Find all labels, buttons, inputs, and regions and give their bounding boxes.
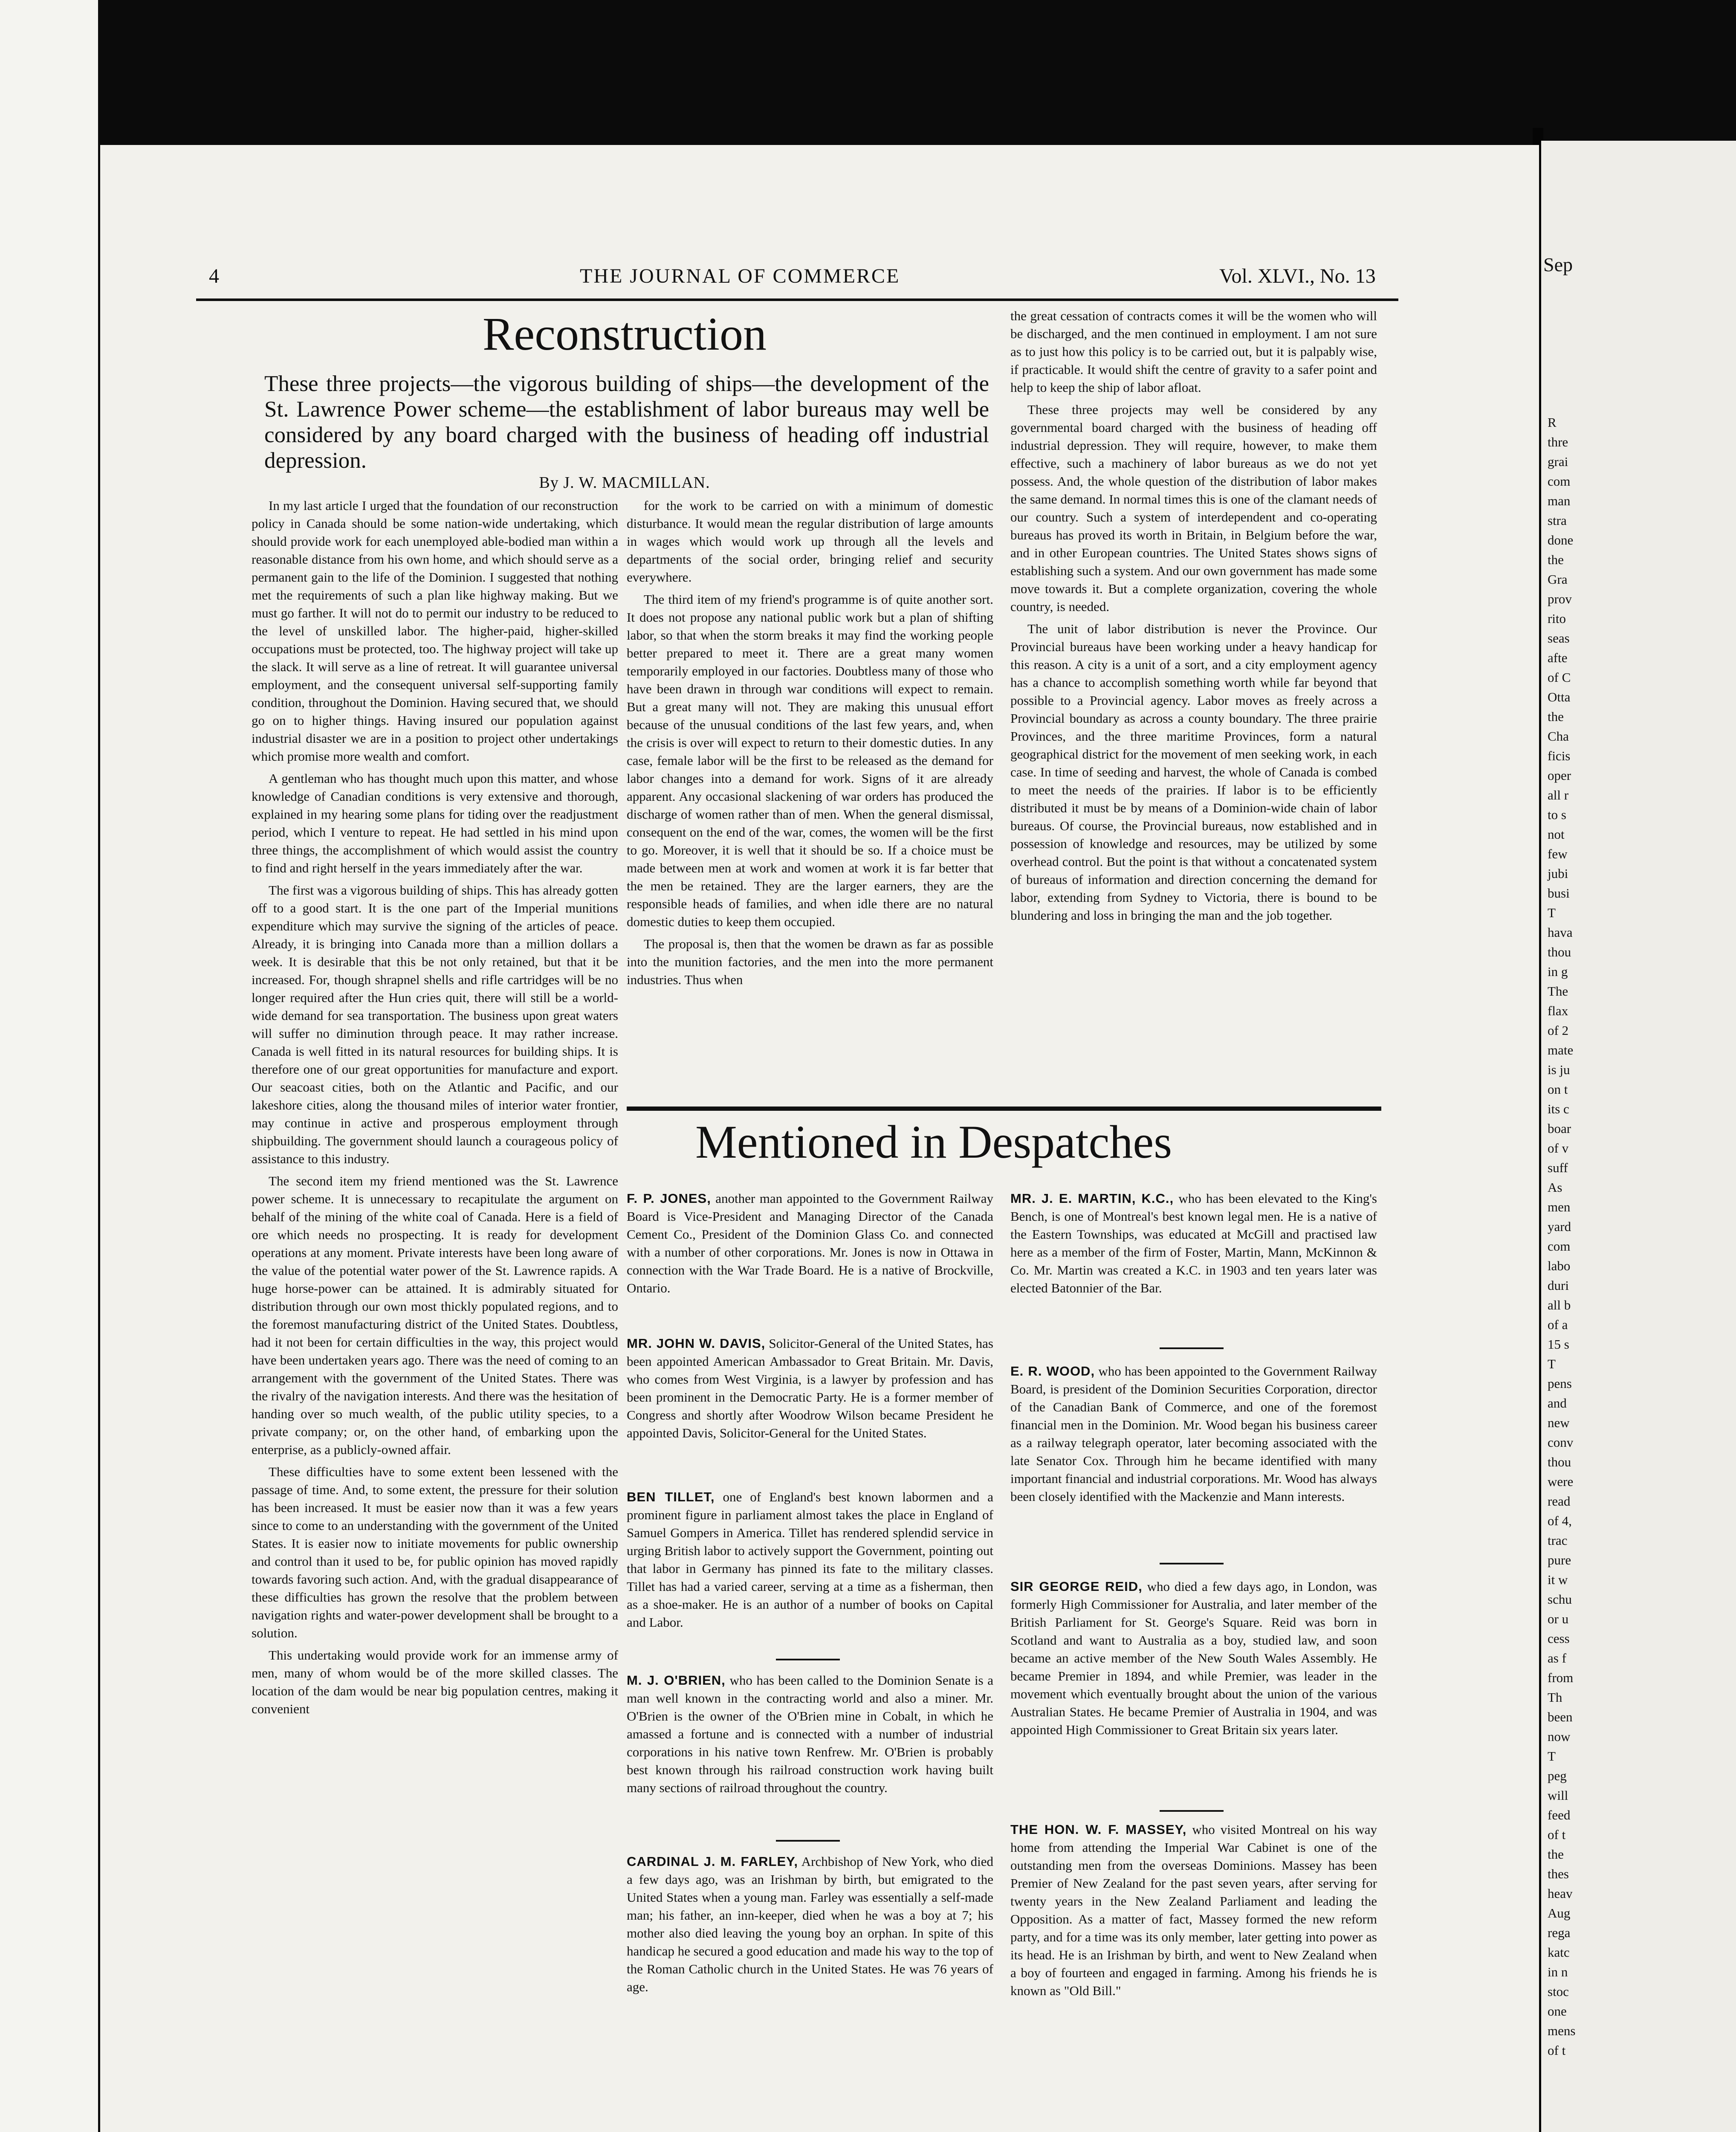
fragment-line: T: [1548, 1356, 1556, 1371]
fragment-line: all r: [1548, 788, 1569, 802]
despatch-item: [627, 1190, 993, 1297]
fragment-line: R: [1548, 415, 1557, 430]
person-name: CARDINAL J. M. FARLEY,: [627, 1854, 799, 1869]
paragraph: This undertaking would provide work for an immense army of men, many of whom would be of the more skilled classes. The location of the dam would be near big population centres, making it convenient: [252, 1648, 618, 1716]
article-title: Reconstruction: [483, 308, 767, 360]
fragment-line: busi: [1548, 886, 1570, 901]
fragment-line: Gra: [1548, 572, 1568, 587]
item-separator: [1160, 1347, 1224, 1349]
despatch-item: [627, 1853, 993, 1996]
item-text: Archbishop of New York, who died a few days ago, was an Irishman by birth, but emigrated to the United States when a young man. Farley was essentially a self-made man; his father, an inn-keeper, died when he was a boy at 7; his mother also died leaving the young boy an orphan. In spite of this handicap he secured a good education and made his way to the top of the Roman Catholic church in the United States. He was 76 years of age.: [627, 1854, 993, 1994]
fragment-line: T: [1548, 1749, 1556, 1764]
paragraph: The first was a vigorous building of ships. This has already gotten off to a good start. It is the one part of the Imperial munitions expenditure which may survive the signing of the articles of peace. Already, it is bringing into Canada more than a million dollars a week. It is desirable that this be not only retained, but that it be increased. For, though shrapnel shells and rifle cartridges will be no longer required after the Hun cries quit, there will still be a world-wide demand for sea transportation. The business upon great waters will suffer no diminution through peace. It may rather increase. Canada is well fitted in its natural resources for building ships. It is therefore one of our great opportunities for manufacture and export. Our seacoast cities, both on the Atlantic and Pacific, and our lakeshore cities, along the thousand miles of interior water frontier, may continue in active and prosperous employment through shipbuilding. The government should launch a courageous policy of assistance to this industry.: [252, 883, 618, 1166]
person-name: E. R. WOOD,: [1010, 1364, 1095, 1379]
fragment-line: feed: [1548, 1808, 1571, 1822]
fragment-line: seas: [1548, 631, 1570, 646]
fragment-line: few: [1548, 846, 1568, 861]
paragraph: The third item of my friend's programme is of quite another sort. It does not propose any national public work but a plan of shifting labor, so that when the storm breaks it may find the working people better prepared to meet it. There are a great many women temporarily employed in our factories. Doubtless many of those who have been drawn in through war conditions will expect to remain. But a great many will not. They are making this unusual effort because of the unusual conditions of the last few years, and, when the crisis is over will expect to return to their domestic duties. In any case, female labor will be the first to be released as the demand for labor changes into a demand for work. Signs of it are already apparent. Any occasional slackening of war orders has produced the discharge of women rather than of men. When the general dismissal, consequent on the end of the war, comes, the women will be the first to go. Moreover, it is well that it should be so. If a choice must be made between men at work and women at work it is far better that the men be retained. They are the larger earners, they are the responsible heads of families, and when idle there are no natural domestic duties to keep them occupied.: [627, 592, 993, 929]
section-title: Mentioned in Despatches: [695, 1116, 1172, 1168]
fragment-line: thou: [1548, 944, 1571, 959]
fragment-line: one: [1548, 2004, 1567, 2019]
fragment-line: were: [1548, 1474, 1574, 1489]
fragment-line: Th: [1548, 1690, 1562, 1705]
paragraph: These three projects may well be considered by any governmental board charged with the business of heading off industrial depression. They will require, however, to make them effective, such a machinery of labor bureaus as we do not yet possess. And, the whole question of the distribution of labor makes the same demand. In normal times this is one of the clamant needs of our country. Such a system of interdependent and co-operating bureaus has proved its worth in Britain, in Belgium before the war, and in other European countries. The United States shows signs of establishing such a system. And our own government has made some move towards it. But a complete organization, covering the whole country, is needed.: [1010, 402, 1377, 614]
person-name: THE HON. W. F. MASSEY,: [1010, 1822, 1187, 1837]
paragraph: for the work to be carried on with a minimum of domestic disturbance. It would mean the regular distribution of large amounts in wages which would work up through all the levels and departments of the social order, bringing relief and security everywhere.: [627, 498, 993, 585]
fragment-line: the: [1548, 709, 1564, 724]
fragment-line: ficis: [1548, 748, 1571, 763]
fragment-line: and: [1548, 1396, 1567, 1411]
fragment-line: mate: [1548, 1043, 1574, 1057]
fragment-line: jubi: [1548, 866, 1568, 881]
item-text: who has been elevated to the King's Bench, is one of Montreal's best known legal men. He is a native of the Eastern Townships, was educated at McGill and practised law here as a member of the firm of Foster, Martin, Mann, McKinnon & Co. Mr. Martin was created a K.C. in 1903 and ten years later was elected Batonnier of the Bar.: [1010, 1191, 1377, 1295]
fragment-line: all b: [1548, 1298, 1571, 1312]
person-name: MR. JOHN W. DAVIS,: [627, 1336, 766, 1351]
fragment-line: thre: [1548, 435, 1568, 449]
fragment-line: stoc: [1548, 1984, 1569, 1999]
item-text: who visited Montreal on his way home from attending the Imperial War Cabinet is one of the outstanding men from the overseas Dominions. Massey has been Premier of New Zealand for the past seven years, after serving for twenty years in the New Zealand Parliament and leading the Opposition. As a matter of fact, Massey formed the new reform party, and for a time was its only member, later getting into power as its head. He is an Irishman by birth, and went to New Zealand when a boy of fourteen and engaged in farming. Among his friends he is known as "Old Bill.": [1010, 1822, 1377, 1998]
page-number: 4: [209, 265, 219, 287]
fragment-line: of t: [1548, 1827, 1566, 1842]
fragment-line: men: [1548, 1199, 1571, 1214]
person-name: MR. J. E. MARTIN, K.C.,: [1010, 1191, 1174, 1206]
fragment-line: to s: [1548, 807, 1566, 822]
fragment-line: com: [1548, 474, 1571, 489]
journal-title: THE JOURNAL OF COMMERCE: [580, 265, 900, 287]
item-text: one of England's best known labormen and a prominent figure in parliament almost takes the place in England of Samuel Gompers in America. Tillet has rendered splendid service in urging British labor to actively support the Government, pointing out that labor in Germany has pinned its fate to the military classes. Tillet has had a varied career, serving at a time as a fisherman, then as a shoe-maker. He is an author of a number of books on Capital and Labor.: [627, 1489, 994, 1630]
fragment-line: from: [1548, 1670, 1574, 1685]
fragment-line: pens: [1548, 1376, 1572, 1391]
item-text: another man appointed to the Government Railway Board is Vice-President and Managing Director of the Canada Cement Co., President of the Dominion Glass Co. and connected with a number of other corporations. Mr. Jones is now in Ottawa in connection with the War Trade Board. He is a native of Brockville, Ontario.: [627, 1191, 994, 1295]
fragment-line: Aug: [1548, 1906, 1571, 1921]
fragment-line: is ju: [1548, 1062, 1570, 1077]
fragment-line: Otta: [1548, 689, 1571, 704]
fragment-line: thou: [1548, 1454, 1571, 1469]
fragment-line: of t: [1548, 2043, 1566, 2058]
despatch-item: [1010, 1362, 1377, 1506]
despatch-item: [627, 1335, 993, 1442]
page-header: [196, 264, 1398, 294]
paragraph: In my last article I urged that the foundation of our reconstruction policy in Canada should be some nation-wide undertaking, which should provide work for each unemployed able-bodied man within a reasonable distance from his own home, and which should serve as a permanent gain to the life of the Dominion. I suggested that nothing met the requirements of such a plan like highway making. But we must go farther. It will not do to permit our industry to be reduced to the level of unskilled labor. The higher-paid, higher-skilled occupations must be protected, too. The highway project will take up the slack. It will serve as a line of retreat. It will guarantee universal employment, and the consequent universal self-supporting family condition, throughout the Dominion. Having secured that, we should go on to higher things. Having insured our population against industrial disaster we are in a position to project other undertakings which promise more wealth and comfort.: [252, 498, 618, 764]
item-separator: [1160, 1810, 1224, 1812]
fragment-line: trac: [1548, 1533, 1568, 1548]
item-separator: [1160, 1563, 1224, 1564]
fragment-line: oper: [1548, 768, 1571, 783]
fragment-line: of 4,: [1548, 1513, 1572, 1528]
article-column-2: [627, 497, 993, 1102]
item-text: who died a few days ago, in London, was formerly High Commissioner for Australia, and later member of the British Parliament for St. George's Square. Reid was born in Scotland and want to Australia as a boy, studied law, and soon became an active member of the New South Wales Assembly. He became Premier in 1894, and while Premier, was leader in the movement which eventually brought about the union of the various Australian States. He became Premier of Australia in 1904, and was appointed High Commissioner to Great Britain six years later.: [1010, 1579, 1377, 1737]
fragment-line: yard: [1548, 1219, 1571, 1234]
fragment-line: labo: [1548, 1258, 1571, 1273]
fragment-line: the: [1548, 1847, 1564, 1862]
article-subtitle: These three projects—the vigorous building of ships—the development of the St. Lawrence Power scheme—the establishment of labor bureaus may well be considered by any board charged with the business of heading off industrial depression.: [264, 371, 989, 473]
fragment-line: T: [1548, 905, 1556, 920]
item-text: who has been appointed to the Government Railway Board, is president of the Dominion Securities Corporation, director of the Canadian Bank of Commerce, and one of the foremost financial men in the Dominion. Mr. Wood began his business career as a railway telegraph operator, later becoming associated with the late Senator Cox. Through him he became identified with many important financial and industrial corporations. Mr. Wood has always been closely identified with the Mackenzie and Mann interests.: [1010, 1364, 1377, 1504]
fragment-line: grai: [1548, 454, 1568, 469]
fragment-line: man: [1548, 493, 1571, 508]
fragment-line: stra: [1548, 513, 1567, 528]
fragment-line: duri: [1548, 1278, 1569, 1293]
fragment-line: schu: [1548, 1592, 1572, 1607]
fragment-line: on t: [1548, 1082, 1568, 1097]
fragment-line: new: [1548, 1415, 1570, 1430]
fragment-line: in n: [1548, 1964, 1568, 1979]
fragment-line: katc: [1548, 1945, 1570, 1960]
despatch-item: [1010, 1821, 1377, 2000]
fragment-line: As: [1548, 1180, 1562, 1195]
despatch-item: [1010, 1578, 1377, 1739]
fragment-line: flax: [1548, 1003, 1568, 1018]
fragment-line: conv: [1548, 1435, 1574, 1450]
fragment-line: suff: [1548, 1160, 1568, 1175]
fragment-line: heav: [1548, 1886, 1573, 1901]
despatch-item: [627, 1671, 993, 1797]
fragment-line: its c: [1548, 1101, 1569, 1116]
fragment-line: mens: [1548, 2023, 1576, 2038]
fragment-line: rega: [1548, 1925, 1571, 1940]
paragraph: These difficulties have to some extent been lessened with the passage of time. And, to some extent, the pressure for their solution has been increased. It must be easier now than it was a few years since to come to an understanding with the government of the United States. It is easier now to initiate movements for public ownership and control than it used to be, for public opinion has moved rapidly towards favoring such action. And, with the gradual disappearance of these difficulties has grown the resolve that the problem between navigation rights and water-power development shall be brought to a solution.: [252, 1464, 618, 1640]
section-rule: [627, 1107, 1381, 1111]
despatch-item: [627, 1488, 993, 1631]
person-name: SIR GEORGE REID,: [1010, 1579, 1143, 1594]
item-separator: [776, 1659, 840, 1660]
person-name: M. J. O'BRIEN,: [627, 1673, 726, 1688]
fragment-line: or u: [1548, 1611, 1569, 1626]
fragment-line: been: [1548, 1709, 1573, 1724]
fragment-line: of a: [1548, 1317, 1568, 1332]
person-name: F. P. JONES,: [627, 1191, 711, 1206]
paragraph: the great cessation of contracts comes it will be the women who will be discharged, and the men continued in employment. I am not sure as to just how this policy is to be carried out, but it is palpably wise, if practicable. It would shift the centre of gravity to a safer point and help to keep the ship of labor afloat.: [1010, 308, 1377, 395]
fragment-line: rito: [1548, 611, 1566, 626]
paragraph: A gentleman who has thought much upon this matter, and whose knowledge of Canadian conditions is very extensive and thorough, explained in my hearing some plans for tiding over the readjustment period, which I venture to repeat. He had settled in his mind upon three things, the accomplishment of which would assist the country to find and right herself in the years immediately after the war.: [252, 771, 618, 875]
article-column-3: [1010, 307, 1377, 1104]
article-byline: By J. W. MACMILLAN.: [539, 474, 710, 492]
fragment-line: prov: [1548, 591, 1572, 606]
fragment-line: The: [1548, 984, 1568, 999]
fragment-line: not: [1548, 827, 1565, 842]
fragment-line: the: [1548, 552, 1564, 567]
fragment-line: will: [1548, 1788, 1568, 1803]
fragment-line: peg: [1548, 1768, 1567, 1783]
fragment-line: now: [1548, 1729, 1571, 1744]
paragraph: The second item my friend mentioned was the St. Lawrence power scheme. It is unnecessary to recapitulate the argument on behalf of the mining of the white coal of Canada. Here is a field of ore which needs no prospecting. It is ready for development operations at any moment. Private interests have been long aware of the value of the potential water power of the St. Lawrence rapids. A huge horse-power can be attained. It is admirably situated for distribution through our own most thickly populated regions, and to the foremost manufacturing district of the United States. Doubtless, had it not been for certain difficulties in the way, this project would have been undertaken years ago. There was the need of coming to an arrangement with the government of the United States. There was the rivalry of the navigation interests. And there was the hesitation of handing over so much wealth, of the public utility species, to a private company; or, on the other hand, of embarking upon the enterprise, as a publicly-owned affair.: [252, 1173, 618, 1457]
header-rule: [196, 298, 1398, 301]
fragment-line: as f: [1548, 1651, 1566, 1666]
item-text: who has been called to the Dominion Senate is a man well known in the contracting world and also a miner. Mr. O'Brien is the owner of the O'Brien mine in Cobalt, in which he amassed a fortune and is connected with a number of industrial corporations in his native town Renfrew. Mr. O'Brien is probably best known through his railroad construction work having built many sections of railroad throughout the country.: [627, 1673, 994, 1795]
fragment-line: thes: [1548, 1866, 1569, 1881]
fragment-line: pure: [1548, 1553, 1571, 1567]
fragment-line: hava: [1548, 925, 1573, 940]
item-separator: [776, 1840, 840, 1842]
volume-number: Vol. XLVI., No. 13: [1219, 265, 1376, 287]
fragment-line: Cha: [1548, 729, 1569, 744]
fragment-line: cess: [1548, 1631, 1570, 1646]
despatch-item: [1010, 1190, 1377, 1297]
fragment-line: of C: [1548, 670, 1571, 685]
person-name: BEN TILLET,: [627, 1489, 715, 1504]
left-margin-paper: [0, 0, 98, 2132]
fragment-line: boar: [1548, 1121, 1571, 1136]
adjacent-page-fragment: [1541, 141, 1736, 2132]
fragment-line: afte: [1548, 650, 1568, 665]
fragment-line: done: [1548, 533, 1574, 547]
article-column-1: [252, 497, 618, 2019]
fragment-line: of 2: [1548, 1023, 1569, 1038]
fragment-line: read: [1548, 1494, 1571, 1509]
fragment-line: in g: [1548, 964, 1568, 979]
paragraph: The proposal is, then that the women be drawn as far as possible into the munition factories, and the men into the more permanent industries. Thus when: [627, 936, 993, 987]
fragment-line: it w: [1548, 1572, 1568, 1587]
fragment-line: 15 s: [1548, 1337, 1569, 1352]
fragment-line: Sep: [1543, 254, 1573, 275]
fragment-line: com: [1548, 1239, 1571, 1254]
fragment-line: of v: [1548, 1141, 1569, 1156]
item-text: Solicitor-General of the United States, has been appointed American Ambassador to Great Britain. Mr. Davis, who comes from West Virginia, is a lawyer by profession and has been prominent in the Democratic Party. He is a former member of Congress and shortly after Woodrow Wilson became President he appointed Davis, Solicitor-General for the United States.: [627, 1336, 993, 1440]
paragraph: The unit of labor distribution is never the Province. Our Provincial bureaus have been working under a heavy handicap for this reason. A city is a unit of a sort, and a city employment agency has a chance to accomplish something worth while far beyond that possible to a Provincial agency. Labor moves as freely across a Provincial boundary as across a county boundary. The three prairie Provinces, and the three maritime Provinces, form a natural geographical district for the movement of men seeking work, in each case. In time of seeding and harvest, the whole of Canada is combed to meet the needs of the prairies. If labor is to be efficiently distributed it must be by means of a Dominion-wide chain of labor bureaus. Of course, the Provincial bureaus, now established and in possession of knowledge and resources, may be utilized by some overhead control. But the point is that without a concatenated system of bureaus of information and direction concerning the demand for labor, extending from Sydney to Victoria, there is bound to be blundering and loss in bringing the man and the job together.: [1010, 621, 1377, 923]
